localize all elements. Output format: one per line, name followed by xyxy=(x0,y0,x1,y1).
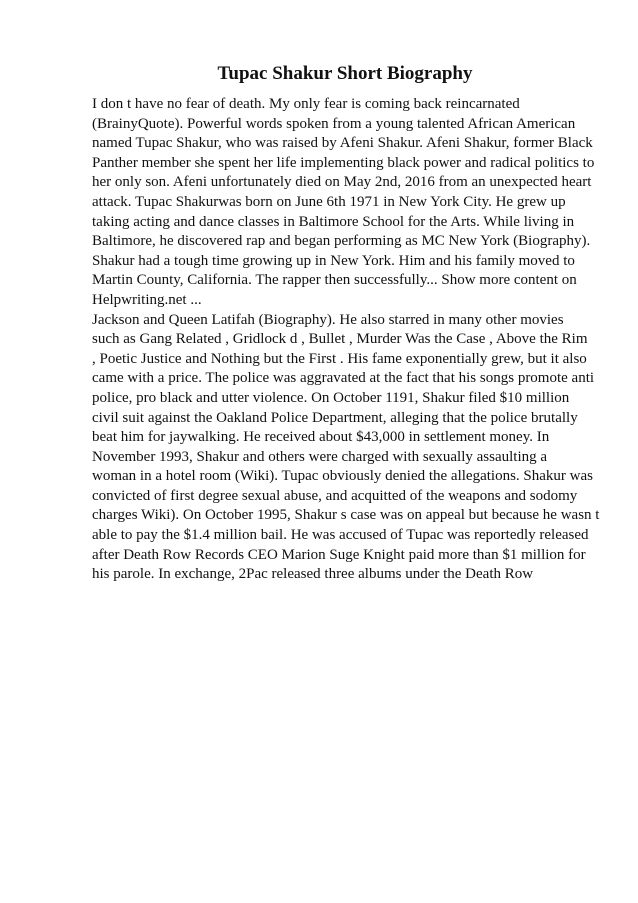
body-line: Panther member she spent her life implementing black power and radical politics to xyxy=(92,154,595,171)
body-line: (BrainyQuote). Powerful words spoken from a young talented African American xyxy=(92,115,576,132)
body-line: after Death Row Records CEO Marion Suge Knight paid more than $1 million for xyxy=(92,546,586,563)
body-line: charges Wiki). On October 1995, Shakur s case was on appeal but because he wasn t xyxy=(92,507,600,524)
document-body xyxy=(92,95,600,585)
body-line: taking acting and dance classes in Baltimore School for the Arts. While living in xyxy=(92,213,575,230)
body-line: attack. Tupac Shakurwas born on June 6th 1971 in New York City. He grew up xyxy=(92,193,566,210)
body-line: Helpwriting.net ... xyxy=(92,291,202,308)
body-line: civil suit against the Oakland Police Department, alleging that the police brutally xyxy=(92,409,578,426)
body-line: Jackson and Queen Latifah (Biography). He also starred in many other movies xyxy=(92,311,564,328)
document-title: Tupac Shakur Short Biography xyxy=(217,63,473,84)
body-line: named Tupac Shakur, who was raised by Afeni Shakur. Afeni Shakur, former Black xyxy=(92,135,593,152)
body-line: his parole. In exchange, 2Pac released three albums under the Death Row xyxy=(92,566,534,583)
body-line: I don t have no fear of death. My only fear is coming back reincarnated xyxy=(92,96,520,112)
body-line: able to pay the $1.4 million bail. He was accused of Tupac was reportedly released xyxy=(92,527,589,544)
body-line: such as Gang Related , Gridlock d , Bullet , Murder Was the Case , Above the Rim xyxy=(92,331,588,348)
body-line: her only son. Afeni unfortunately died on May 2nd, 2016 from an unexpected heart xyxy=(92,174,592,191)
body-line: beat him for jaywalking. He received about $43,000 in settlement money. In xyxy=(92,429,550,446)
body-line: , Poetic Justice and Nothing but the First . His fame exponentially grew, but it also xyxy=(92,350,587,367)
body-line: police, pro black and utter violence. On October 1191, Shakur filed $10 million xyxy=(92,389,570,406)
body-line: came with a price. The police was aggravated at the fact that his songs promote anti xyxy=(92,370,595,387)
body-line: November 1993, Shakur and others were charged with sexually assaulting a xyxy=(92,448,548,465)
body-line: woman in a hotel room (Wiki). Tupac obviously denied the allegations. Shakur was xyxy=(92,468,593,485)
body-line: convicted of first degree sexual abuse, and acquitted of the weapons and sodomy xyxy=(92,487,578,504)
body-line: Baltimore, he discovered rap and began performing as MC New York (Biography). xyxy=(92,233,591,250)
body-line: Shakur had a tough time growing up in New York. Him and his family moved to xyxy=(92,252,575,269)
body-line: Martin County, California. The rapper then successfully... Show more content on xyxy=(92,272,577,289)
